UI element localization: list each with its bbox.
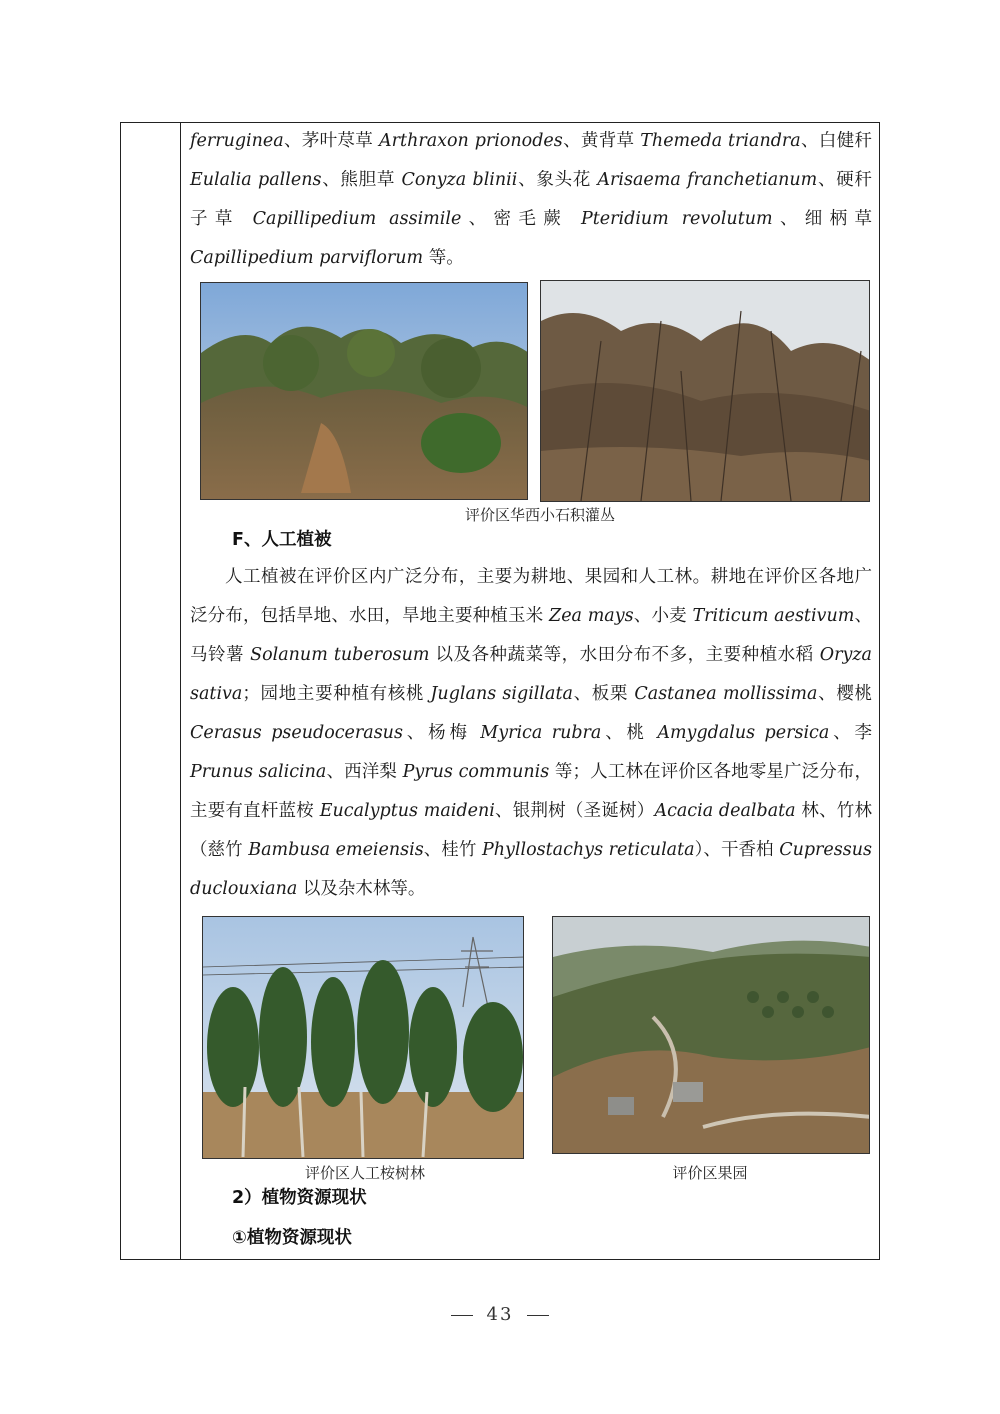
section_f-segment: Cerasus pseudocerasus <box>190 723 403 743</box>
section_f-segment: 林、竹林（慈竹 <box>190 801 873 860</box>
caption-eucalyptus: 评价区人工桉树林 <box>304 1164 425 1182</box>
intro_paragraph-segment: 、白健秆 <box>800 131 873 151</box>
section-f-paragraph <box>190 558 872 909</box>
photo-shrub-right <box>540 280 870 502</box>
intro_paragraph-segment: 、密毛蕨 <box>461 209 581 229</box>
eucalyptus-image <box>203 917 524 1159</box>
page-number-dash-left <box>451 1315 473 1316</box>
section_f-segment: 以及杂木林等。 <box>297 879 426 899</box>
section_f-segment: 等；人工林在评价区各地零星广泛分布，主要有直杆蓝桉 <box>190 762 872 821</box>
photo-eucalyptus <box>202 916 524 1159</box>
intro_paragraph-segment: 、象头花 <box>517 170 598 190</box>
section_f-segment: Acacia dealbata <box>654 801 796 821</box>
intro_paragraph-segment: Arthraxon prionodes <box>379 131 563 151</box>
section-f-paragraph-container <box>190 558 872 909</box>
section-f-heading: F、人工植被 <box>232 530 332 550</box>
shrub-right-image <box>541 281 870 502</box>
section_f-segment: 、杨梅 <box>402 723 481 743</box>
section_f-segment: Oryza sativa <box>190 645 872 704</box>
section_f-segment: Zea mays <box>549 606 634 626</box>
section-2-heading: 2）植物资源现状 <box>232 1188 367 1208</box>
section_f-segment: 、小麦 <box>633 606 693 626</box>
section_f-segment: 、桃 <box>601 723 658 743</box>
section-2-subheading: ①植物资源现状 <box>232 1228 352 1248</box>
section_f-segment: 、银荆树（圣诞树） <box>494 801 655 821</box>
section_f-segment: Cupressus duclouxiana <box>190 840 872 899</box>
section_f-segment: 以及各种蔬菜等，水田分布不多，主要种植水稻 <box>429 645 820 665</box>
page-number-value: 43 <box>486 1304 514 1325</box>
section_f-segment: 、马铃薯 <box>190 606 872 665</box>
section_f-segment: 、樱桃 <box>817 684 873 704</box>
caption-shrub: 评价区华西小石积灌丛 <box>464 506 615 524</box>
section_f-segment: Prunus salicina <box>190 762 327 782</box>
section_f-segment: Myrica rubra <box>480 723 602 743</box>
section_f-segment: Amygdalus persica <box>657 723 830 743</box>
section_f-segment: ）、干香柏 <box>694 840 780 860</box>
section_f-segment: 人工植被在评价区内广泛分布，主要为耕地、果园和人工林。耕地在评价区各地广泛分布，包括旱地、水田，旱地主要种植玉米 <box>190 567 872 626</box>
intro_paragraph-segment: 、茅叶荩草 <box>283 131 380 151</box>
photo-shrub-left <box>200 282 528 500</box>
intro_paragraph-segment: 、黄背草 <box>562 131 641 151</box>
section_f-segment: Juglans sigillata <box>430 684 573 704</box>
intro_paragraph-segment: 、硬秆子草 <box>190 170 873 229</box>
section_f-segment: 、李 <box>829 723 873 743</box>
section_f-segment: Solanum tuberosum <box>250 645 430 665</box>
section_f-segment: Phyllostachys reticulata <box>482 840 695 860</box>
page-number <box>0 1304 1000 1325</box>
intro_paragraph-segment: Eulalia pallens <box>190 170 322 190</box>
intro_paragraph-segment: ferruginea <box>190 131 284 151</box>
intro_paragraph-segment: Conyza blinii <box>401 170 518 190</box>
section_f-segment: Bambusa emeiensis <box>248 840 424 860</box>
section_f-segment: 、西洋梨 <box>326 762 403 782</box>
caption-orchard: 评价区果园 <box>672 1164 748 1182</box>
table-column-divider <box>180 122 181 1260</box>
intro_paragraph-segment: 、熊胆草 <box>321 170 402 190</box>
section_f-segment: Triticum aestivum <box>692 606 855 626</box>
section_f-segment: ；园地主要种植有核桃 <box>242 684 431 704</box>
intro_paragraph-segment: Themeda triandra <box>640 131 801 151</box>
page-number-dash-right <box>527 1315 549 1316</box>
section_f-segment: Eucalyptus maideni <box>319 801 495 821</box>
shrub-left-image <box>201 283 528 500</box>
intro_paragraph-segment: 等。 <box>423 248 464 268</box>
section_f-segment: Castanea mollissima <box>634 684 818 704</box>
intro-paragraph <box>190 122 872 278</box>
intro_paragraph-segment: Pteridium revolutum <box>580 209 773 229</box>
intro_paragraph-segment: Capillipedium parviflorum <box>190 248 424 268</box>
section_f-segment: Pyrus communis <box>402 762 550 782</box>
intro_paragraph-segment: Arisaema franchetianum <box>597 170 818 190</box>
photo-orchard <box>552 916 870 1154</box>
intro_paragraph-segment: 、细柄草 <box>772 209 873 229</box>
intro-paragraph-container <box>190 122 872 278</box>
orchard-image <box>553 917 870 1154</box>
intro_paragraph-segment: Capillipedium assimile <box>252 209 462 229</box>
section_f-segment: 、板栗 <box>572 684 635 704</box>
section_f-segment: 、桂竹 <box>423 840 482 860</box>
